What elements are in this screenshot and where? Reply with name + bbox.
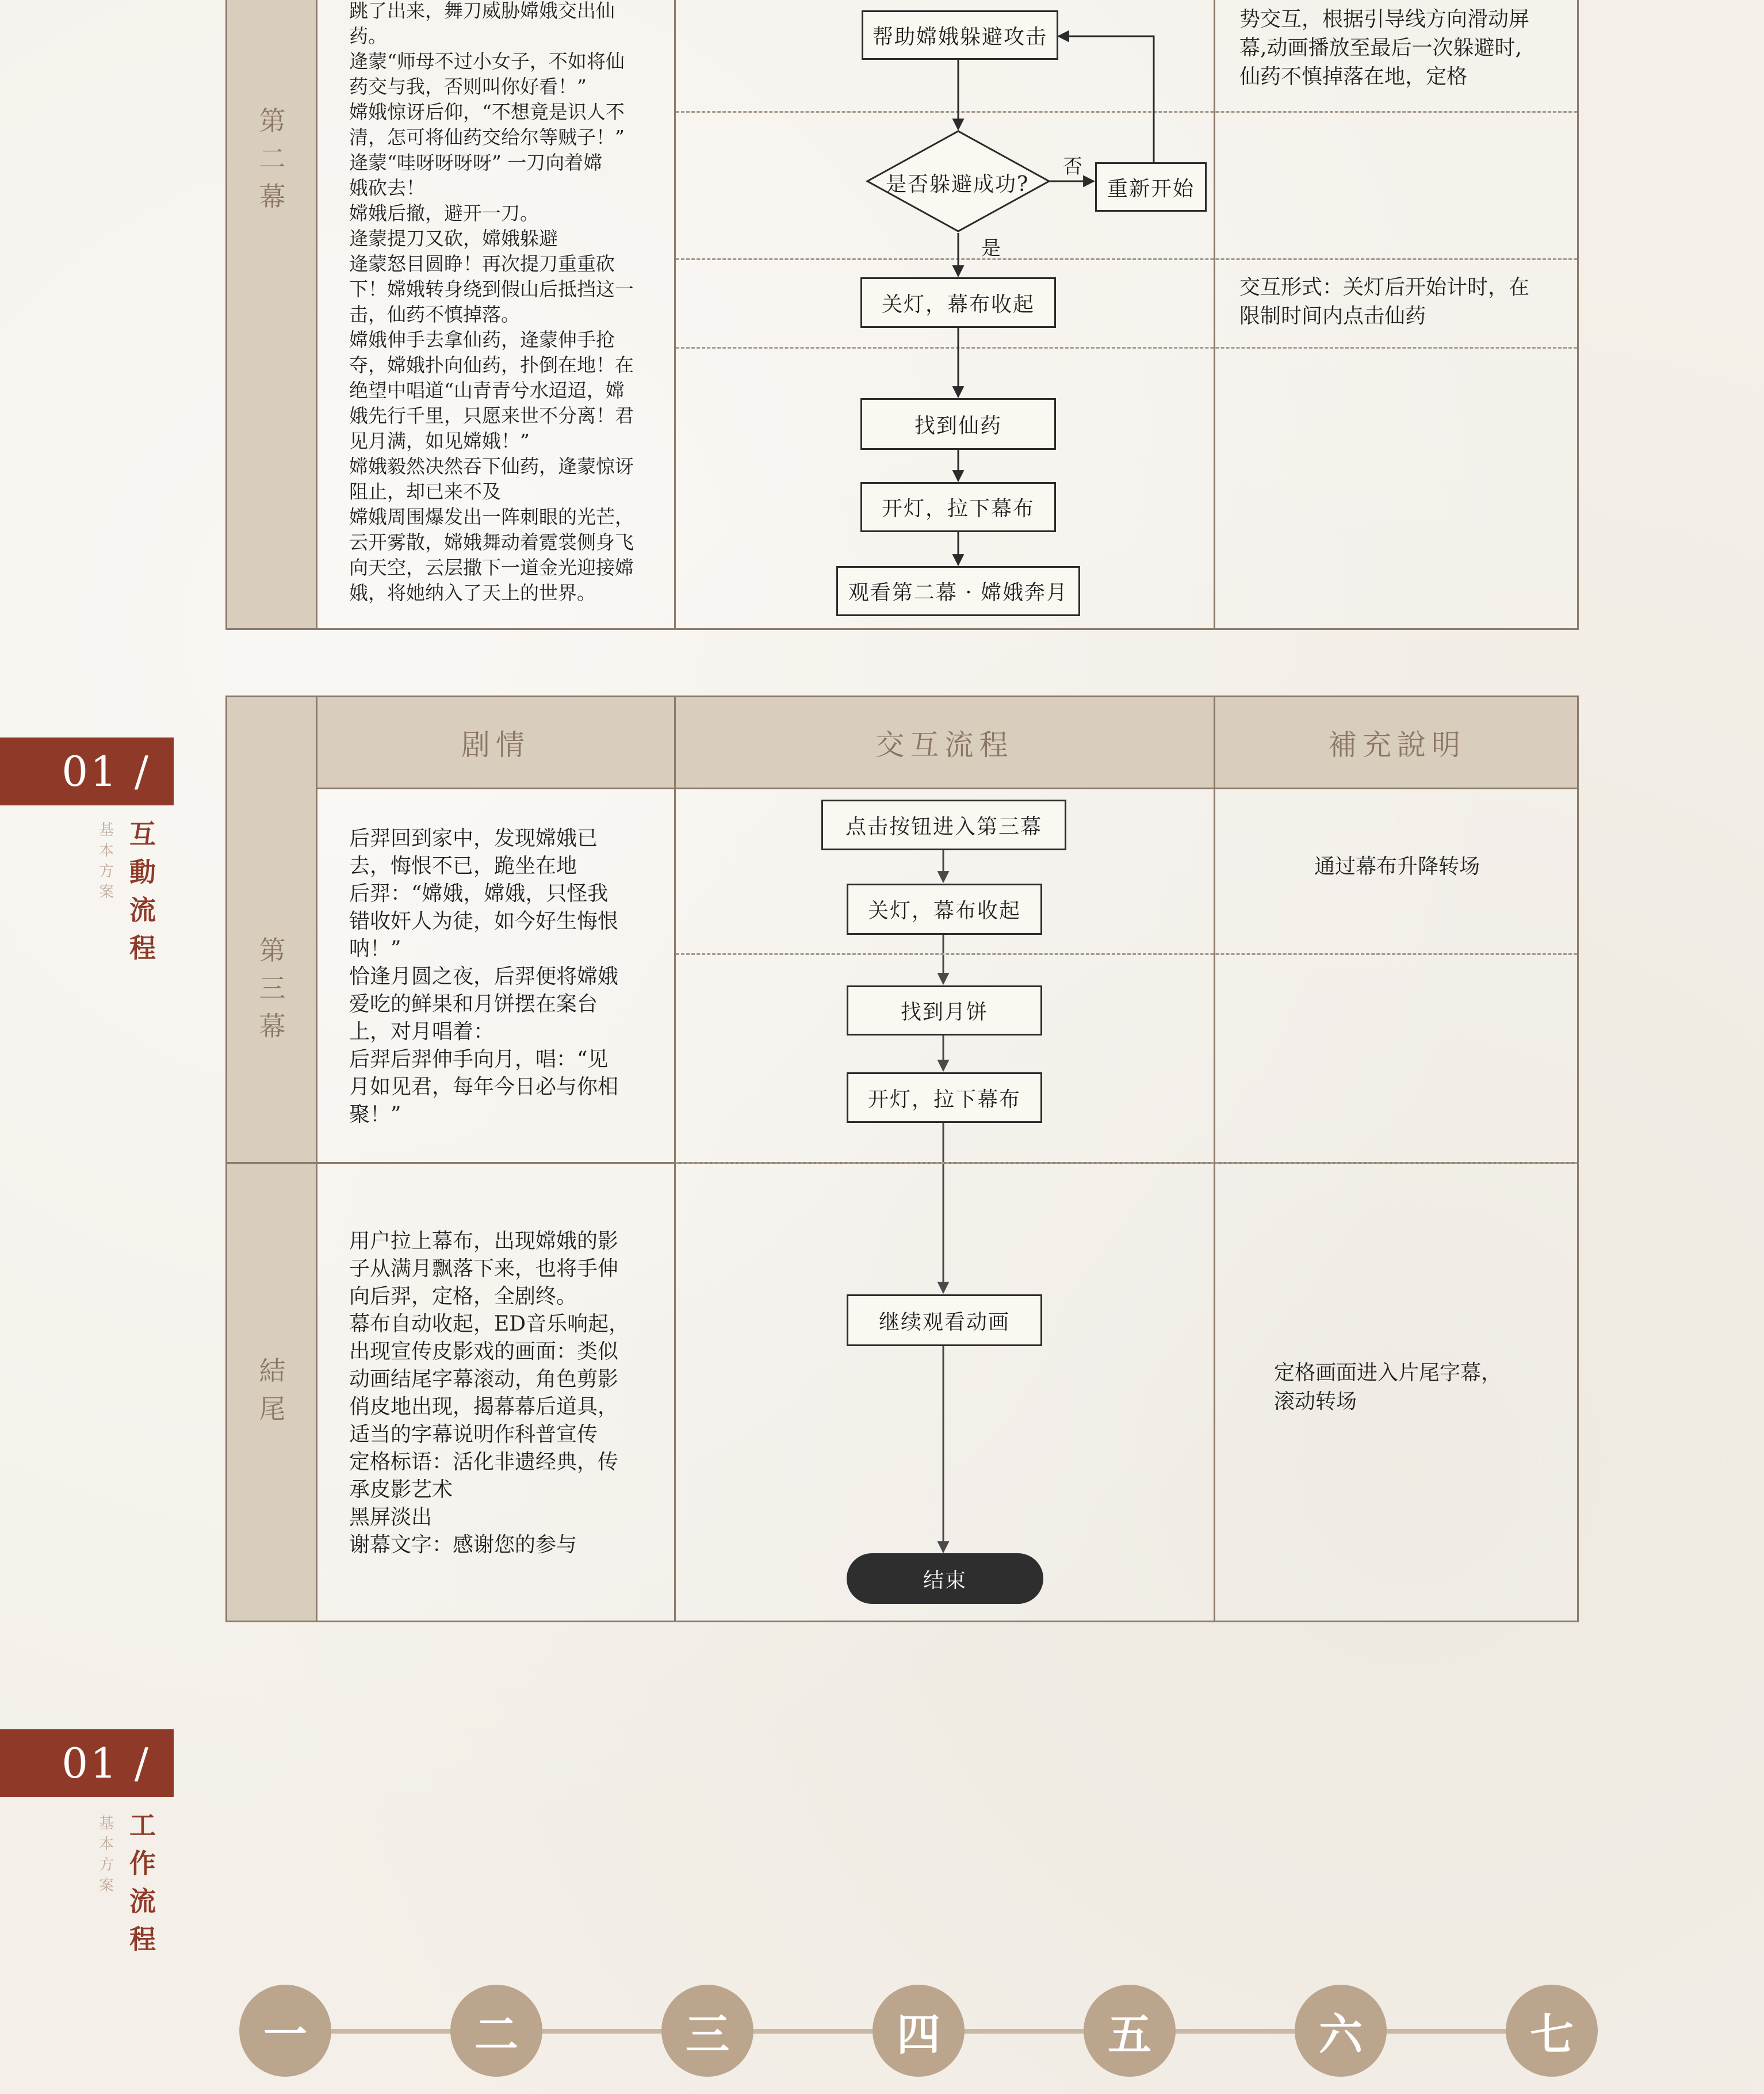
- flow-label-no: 否: [1063, 155, 1082, 178]
- col-divider: [1214, 697, 1215, 1621]
- section-tag-subtitle: 基 本 方 案: [98, 821, 114, 901]
- flow-end: 结束: [847, 1553, 1043, 1604]
- flow-find-mooncake: 找到月饼: [847, 985, 1042, 1035]
- flow-enter-act3: 点击按钮进入第三幕: [821, 800, 1066, 850]
- section-tag-number: 01 /: [0, 1729, 174, 1797]
- section-tag-title: 工 作 流 程: [129, 1810, 156, 1955]
- header-plot: 剧情: [461, 728, 530, 762]
- act-label-column: [227, 697, 317, 1621]
- act2-note-timer: 交互形式：关灯后开始计时，在 限制时间内点击仙药: [1239, 276, 1530, 328]
- step-circle-1[interactable]: 一: [239, 1985, 331, 2077]
- flow-dodge-attack: 帮助嫦娥躲避攻击: [862, 10, 1058, 60]
- header-interaction-flow: 交互流程: [875, 728, 1014, 762]
- flow-lights-on-act2: 开灯，拉下幕布: [860, 482, 1056, 532]
- act3-story: 后羿回到家中，发现嫦娥已 去，悔恨不已，跪坐在地 后羿：“嫦娥，嫦娥，只怪我 错收奸人为徒，如今好生悔恨 呐！” 恰逢月圆之夜，后羿便将嫦娥 爱吃的鲜果和月饼摆在案台 上，对月唱着： 后羿后羿伸手向月，唱：“见 月如见君，每年今日必与你相 聚！”: [349, 827, 619, 1126]
- ending-note: 定格画面进入片尾字幕， 滚动转场: [1274, 1361, 1502, 1413]
- step-circle-3[interactable]: 三: [661, 1985, 753, 2077]
- col-divider: [674, 697, 676, 1621]
- section-tag-title: 互 動 流 程: [129, 819, 156, 964]
- flow-lights-off-act3: 关灯，幕布收起: [847, 884, 1042, 935]
- flow-label-yes: 是: [981, 237, 1001, 260]
- flow-decision-dodge-success: 是否躲避成功?: [886, 173, 1030, 196]
- act2-story: 跳了出来，舞刀威胁嫦娥交出仙 药。 逄蒙“师母不过小女子，不如将仙 药交与我，否则叫你好看！” 嫦娥惊讶后仰，“不想竟是识人不 清，怎可将仙药交给尔等贼子！” 逄蒙“哇呀呀呀呀” 一刀向着嫦 娥砍去！ 嫦娥后撤，避开一刀。 逄蒙提刀又砍，嫦娥躲避 逄蒙怒目圆睁！再次提刀重重砍 下！嫦娥转身绕到假山后抵挡这一 击，仙药不慎掉落。 嫦娥伸手去拿仙药，逄蒙伸手抢 夺，嫦娥扑向仙药，扑倒在地！在 绝望中唱道“山青青兮水迢迢，嫦 娥先行千里，只愿来世不分离！君 见月满，如见嫦娥！” 嫦娥毅然决然吞下仙药，逄蒙惊讶 阻止，却已来不及 嫦娥周围爆发出一阵刺眼的光芒， 云开雾散，嫦娥舞动着霓裳侧身飞 向天空，云层撒下一道金光迎接嫦 娥，将她纳入了天上的世界。: [349, 0, 634, 604]
- step-circle-7[interactable]: 七: [1506, 1985, 1598, 2077]
- flow-lights-off-act2: 关灯，幕布收起: [860, 277, 1056, 328]
- flow-continue-animation: 继续观看动画: [847, 1294, 1042, 1346]
- step-circle-2[interactable]: 二: [450, 1985, 542, 2077]
- flow-restart: 重新开始: [1095, 162, 1207, 212]
- flow-lights-on-act3: 开灯，拉下幕布: [847, 1072, 1042, 1123]
- act2-label: 第 二 幕: [259, 105, 286, 212]
- header-notes: 補充說明: [1328, 728, 1466, 762]
- section-tag-subtitle: 基 本 方 案: [98, 1815, 114, 1894]
- flow-watch-act2: 观看第二幕 · 嫦娥奔月: [836, 566, 1080, 616]
- step-circle-6[interactable]: 六: [1295, 1985, 1387, 2077]
- ending-story: 用户拉上幕布，出现嫦娥的影 子从满月飘落下来，也将手伸 向后羿，定格，全剧终。 幕布自动收起，ED音乐响起， 出现宣传皮影戏的画面：类似 动画结尾字幕滚动，角色剪影 俏皮地出现，揭幕幕后道具， 适当的字幕说明作科普宣传 定格标语：活化非遗经典，传 承皮影艺术 黑屏淡出 谢幕文字：感谢您的参与: [349, 1229, 630, 1557]
- act2-note-gesture: 势交互，根据引导线方向滑动屏 幕,动画播放至最后一次躲避时, 仙药不慎掉落在地，定格: [1239, 7, 1530, 89]
- row-divider: [676, 953, 1577, 955]
- flow-find-elixir: 找到仙药: [860, 398, 1056, 450]
- ending-label: 結 尾: [259, 1355, 286, 1424]
- act3-label: 第 三 幕: [259, 935, 286, 1042]
- act3-note: 通过幕布升降转场: [1314, 855, 1480, 878]
- row-divider: [676, 1162, 1577, 1164]
- section-tag-number: 01 /: [0, 738, 174, 805]
- step-circle-5[interactable]: 五: [1084, 1985, 1176, 2077]
- step-circle-4[interactable]: 四: [873, 1985, 965, 2077]
- col-divider: [316, 697, 317, 1621]
